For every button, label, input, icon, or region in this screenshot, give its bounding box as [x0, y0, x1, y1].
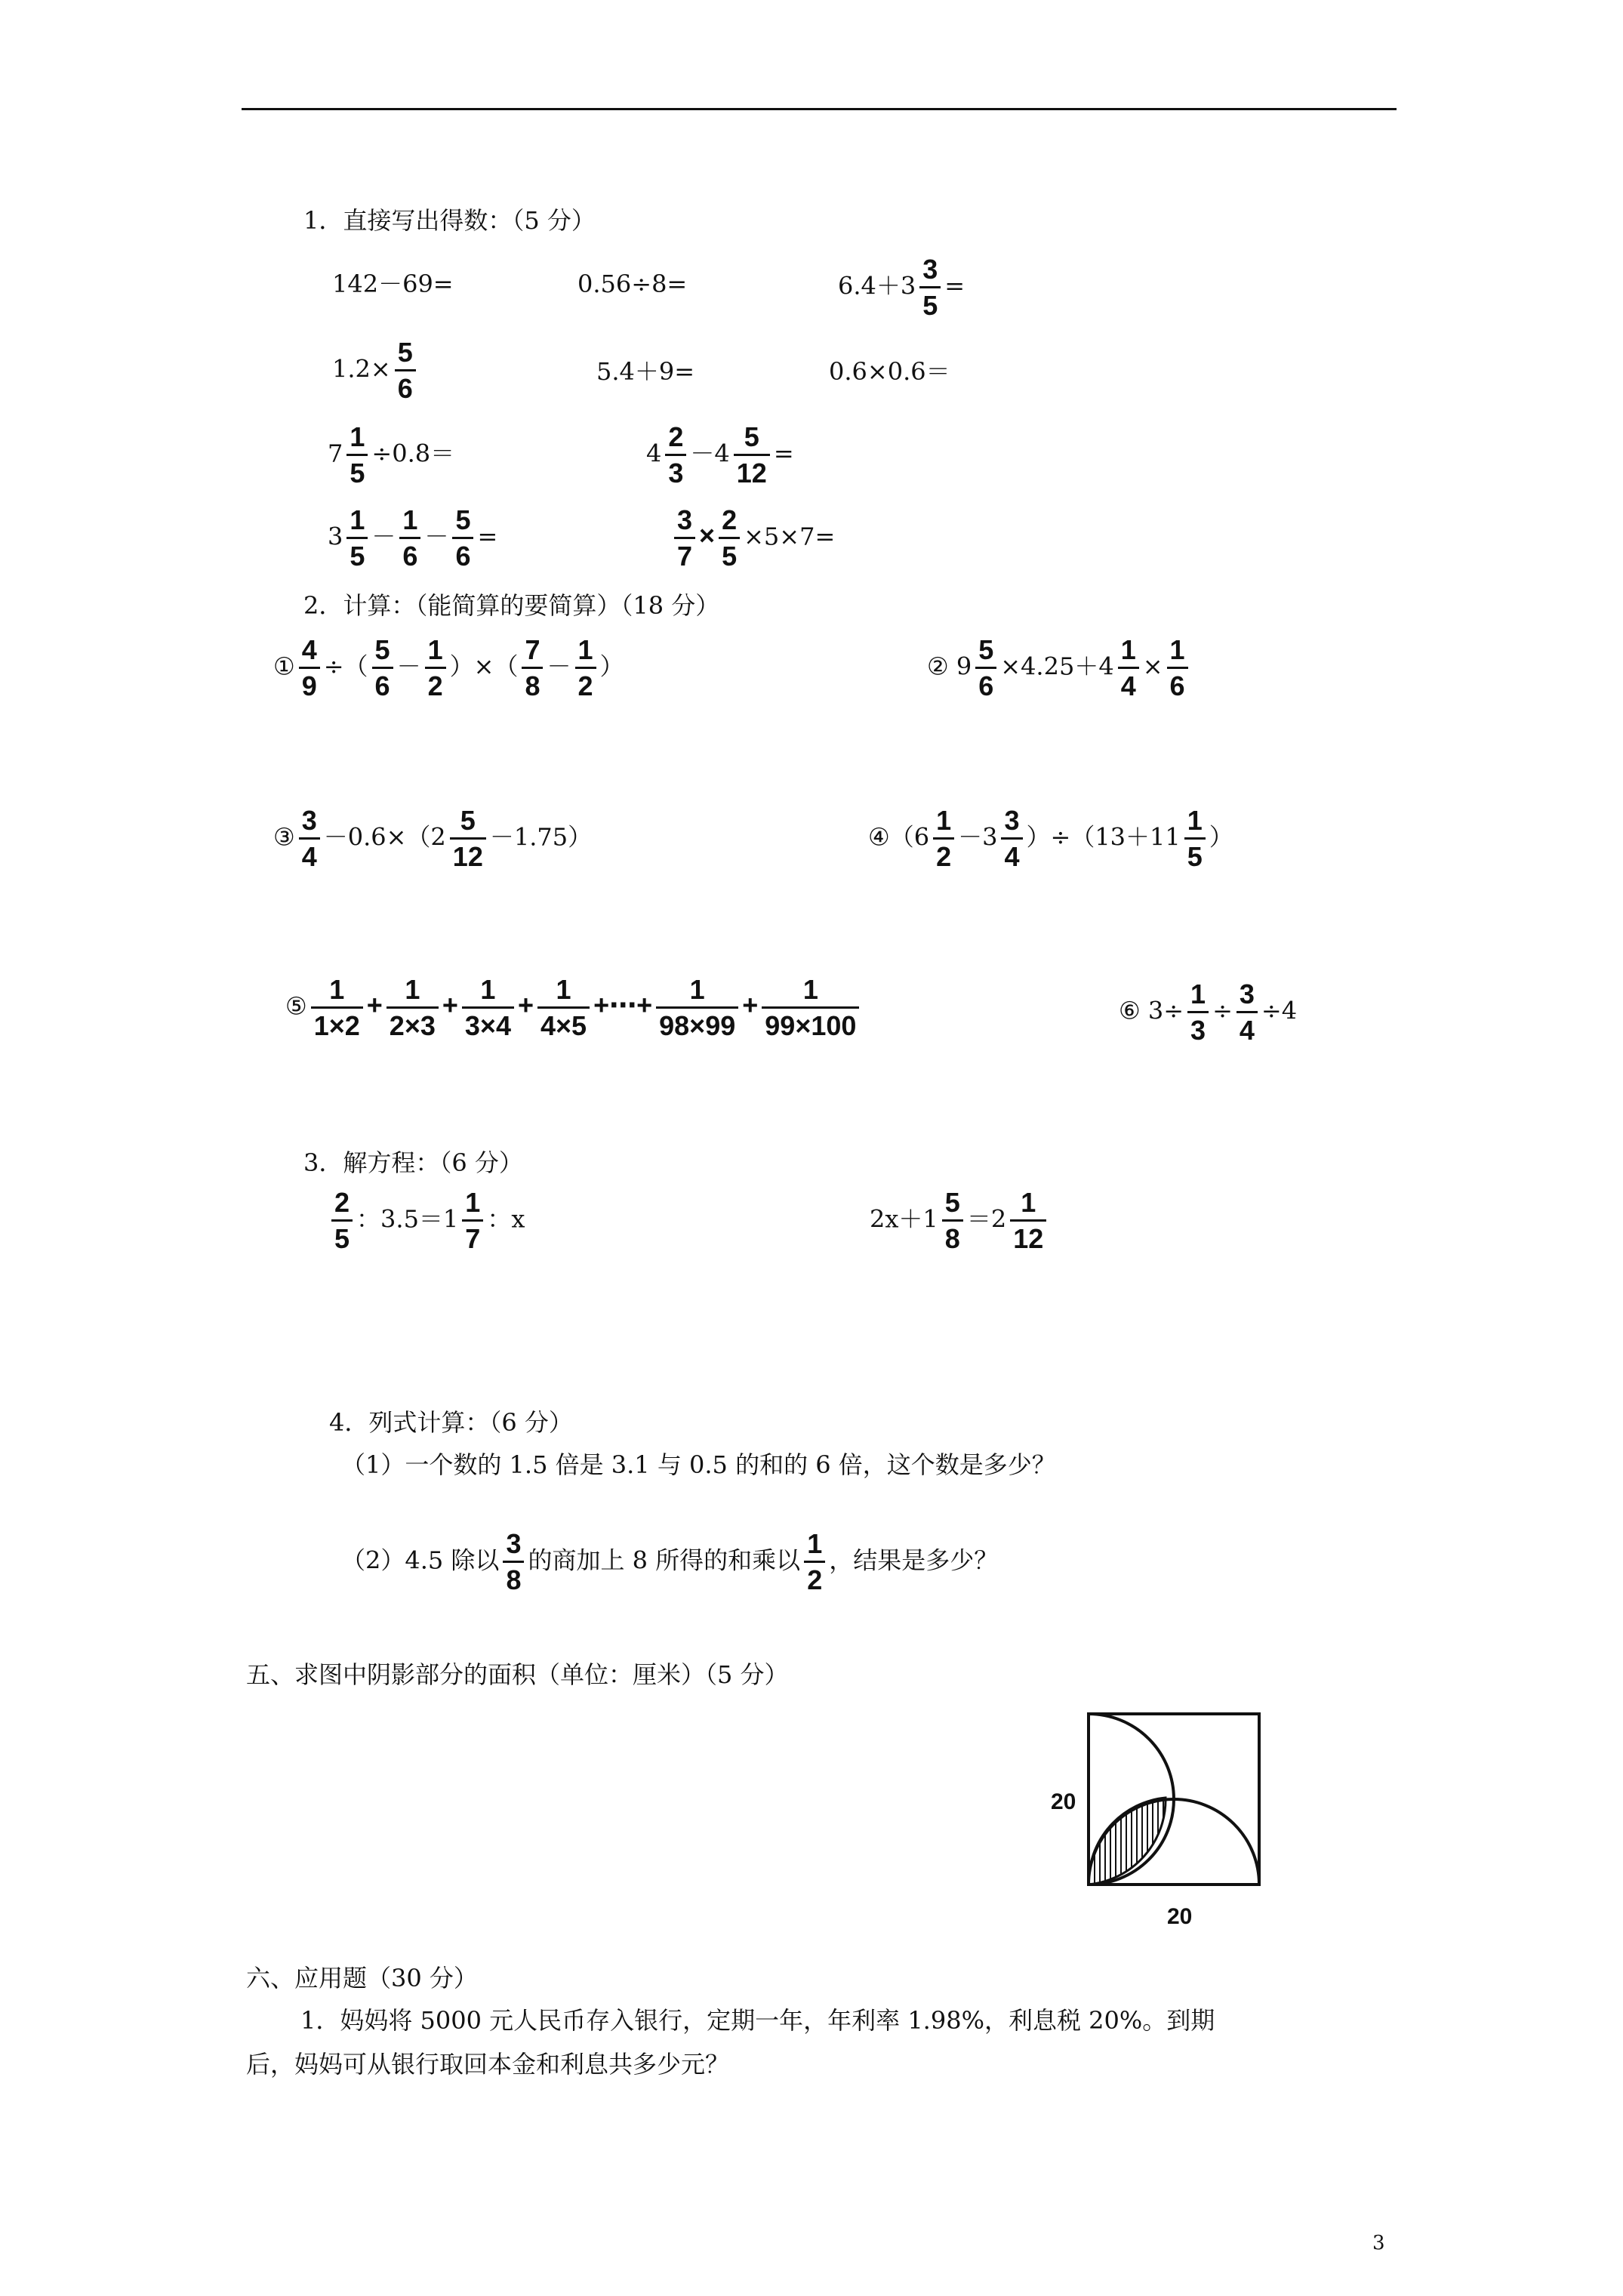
q2-problem-1: ① $\frac{4}{9}$ ÷（ $\frac{5}{6}$ － $\frac{1}{2}$ ）×（ $\frac{7}{8}$ － $\frac{1}{2}$ ）	[273, 634, 624, 702]
figure-bottom-label: 20	[1167, 1904, 1193, 1929]
section-6-title: 六、应用题（30 分）	[246, 1964, 478, 1992]
header-rule	[242, 108, 1397, 110]
q4-subquestion-1: （1）一个数的 1.5 倍是 3.1 与 0.5 的和的 6 倍，这个数是多少？	[341, 1450, 1056, 1479]
q2-problem-3: ③ $\frac{3}{4}$ －0.6×（2 $\frac{5}{12}$ －1.75）	[273, 805, 593, 873]
q1-item-i: 3 $\frac{1}{5}$ － $\frac{1}{6}$ － $\frac{5}{6}$ =	[328, 504, 498, 572]
q2-problem-4: ④（6 $\frac{1}{2}$ －3 $\frac{3}{4}$ ）÷（13＋11 $\frac{1}{5}$ ）	[868, 805, 1233, 873]
q2-problem-5: ⑤ $\frac{1}{1\times 2}$ + $\frac{1}{2\times 3}$ + $\frac{1}{3\times 4}$ + $\frac{1}{4\times 5}$ +⋯+ $\frac{1}{98\times 99}$ + $\frac{1}{99\times 100}$	[285, 974, 863, 1042]
section-6-problem-1-line-2: 后，妈妈可从银行取回本金和利息共多少元？	[246, 2050, 730, 2079]
q2-problem-6: ⑥ 3÷ $\frac{1}{3}$ ÷ $\frac{3}{4}$ ÷4	[1119, 978, 1298, 1046]
q2-problem-2: ② 9 $\frac{5}{6}$ ×4.25＋4 $\frac{1}{4}$ × $\frac{1}{6}$	[927, 634, 1192, 702]
q1-title: 1．直接写出得数：（5 分）	[303, 206, 596, 235]
q1-item-h: 4 $\frac{2}{3}$ －4 $\frac{5}{12}$ =	[646, 421, 794, 489]
q3-equation-1: $\frac{2}{5}$ ：3.5＝1 $\frac{1}{7}$ ：x	[328, 1187, 525, 1255]
q1-item-j: $\frac{3}{7}$ × $\frac{2}{5}$ ×5×7=	[670, 504, 835, 572]
q1-item-a: 142－69=	[332, 270, 454, 298]
page-number: 3	[1372, 2232, 1385, 2254]
q1-item-b: 0.56÷8=	[577, 270, 688, 298]
q4-subquestion-2: （2）4.5 除以 $\frac{3}{8}$ 的商加上 8 所得的和乘以 $\frac{1}{2}$ ，结果是多少？	[341, 1528, 999, 1596]
q4-title: 4．列式计算：（6 分）	[329, 1408, 573, 1437]
section-5-title: 五、求图中阴影部分的面积（单位：厘米）（5 分）	[246, 1660, 789, 1689]
q1-item-f: 0.6×0.6＝	[829, 357, 950, 386]
section-6-problem-1-line-1: 1．妈妈将 5000 元人民币存入银行，定期一年，年利率 1.98%，利息税 20%。到期	[300, 2006, 1215, 2035]
q1-item-e: 5.4＋9=	[596, 357, 695, 386]
q3-equation-2: 2x＋1 $\frac{5}{8}$ ＝2 $\frac{1}{12}$	[870, 1187, 1050, 1255]
q1-item-d: 1.2× $\frac{5}{6}$	[332, 337, 420, 405]
q2-title: 2．计算：（能简算的要简算）（18 分）	[303, 591, 720, 620]
q1-item-g: 7 $\frac{1}{5}$ ÷0.8＝	[328, 421, 455, 489]
q3-title: 3．解方程：（6 分）	[303, 1148, 523, 1177]
figure-side-label: 20	[1051, 1789, 1076, 1814]
shaded-area-figure	[1087, 1712, 1268, 1903]
q1-item-c: 6.4＋3 $\frac{3}{5}$ =	[838, 254, 965, 322]
